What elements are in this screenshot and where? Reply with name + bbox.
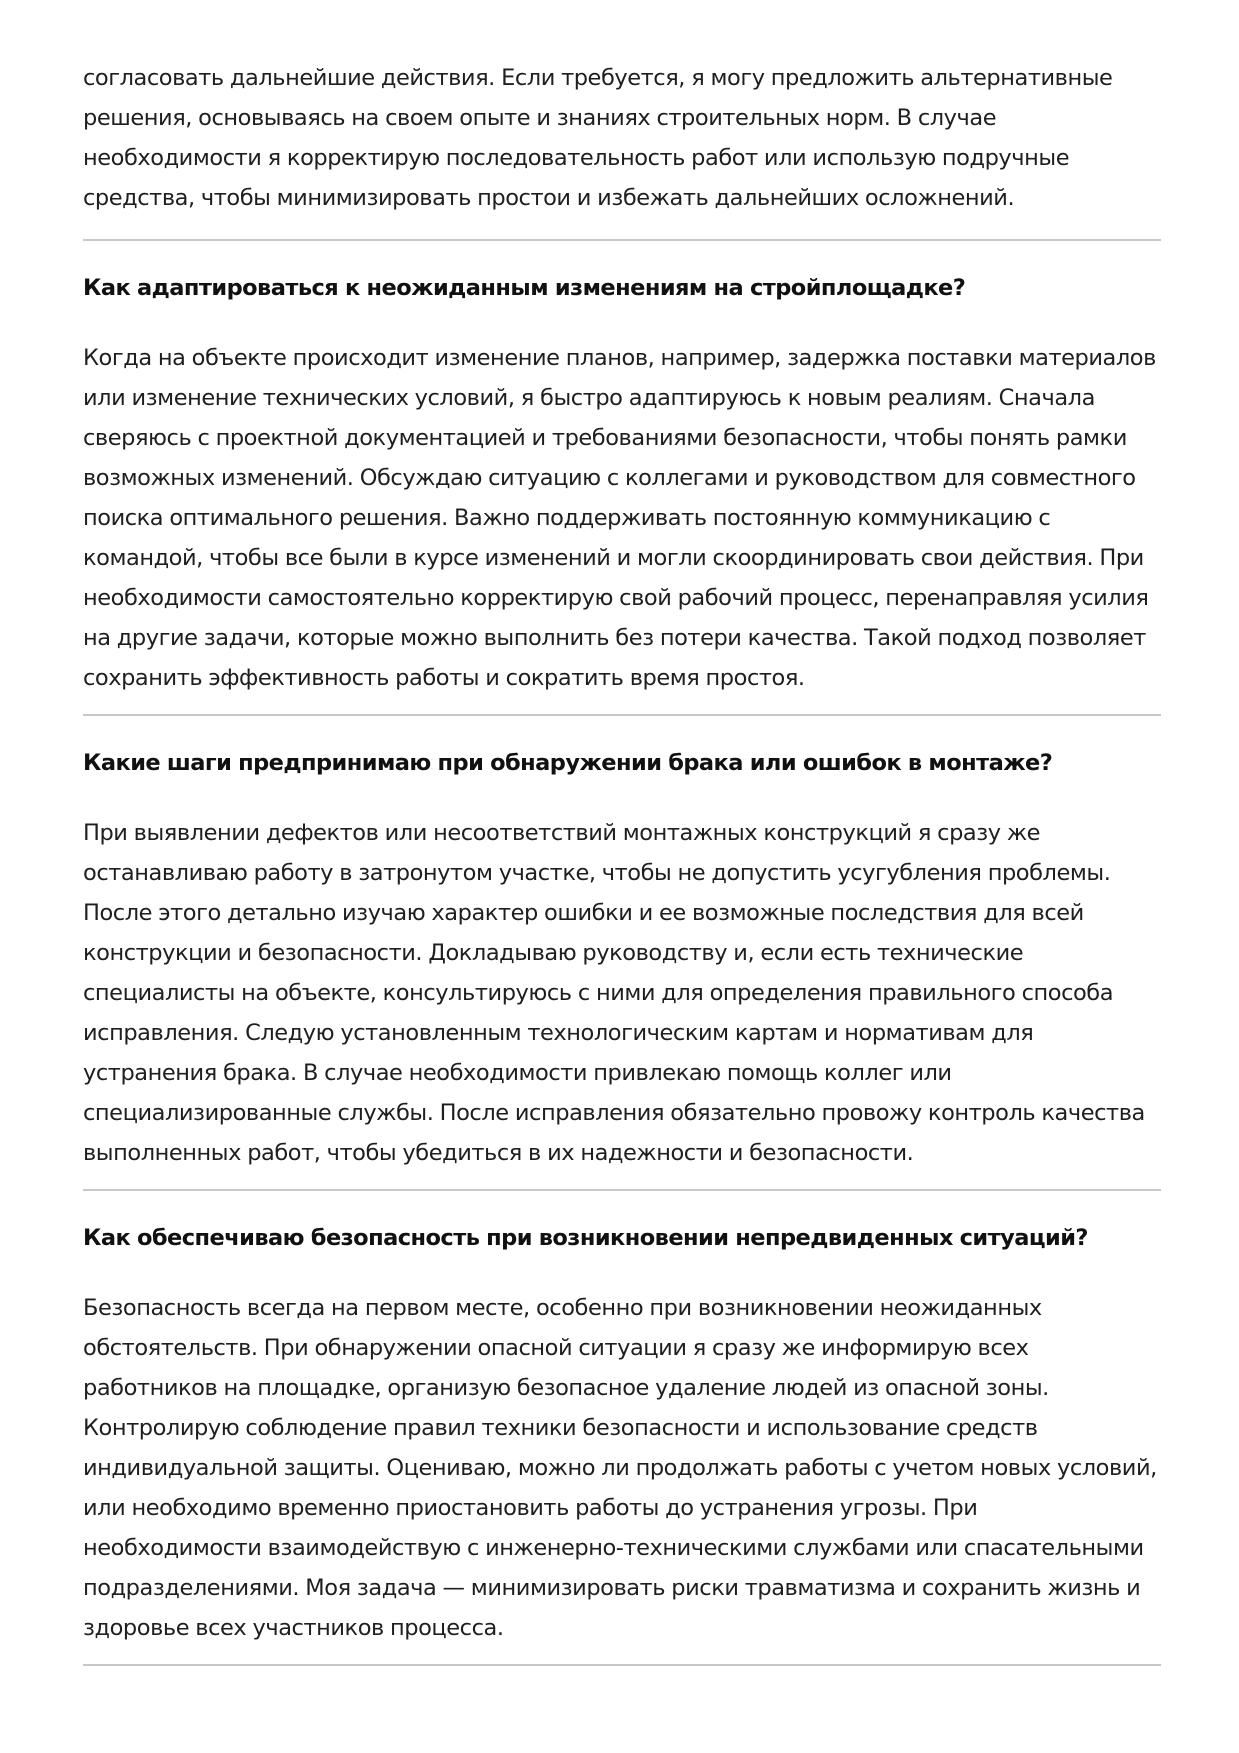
section-heading: Как обеспечиваю безопасность при возникновении непредвиденных ситуаций? bbox=[83, 1225, 1088, 1251]
intro-section bbox=[83, 58, 1161, 241]
intro-paragraph: согласовать дальнейшие действия. Если требуется, я могу предложить альтернативные решения, основываясь на своем опыте и знаниях строительных норм. В случае необходимости я корректирую последовательность работ или использую подручные средства, чтобы минимизировать простои и избежать дальнейших осложнений. bbox=[83, 65, 1113, 211]
section-paragraph: Безопасность всегда на первом месте, особенно при возникновении неожиданных обстоятельств. При обнаружении опасной ситуации я сразу же информирую всех работников на площадке, организую безопасное удаление людей из опасной зоны. Контролирую соблюдение правил техники безопасности и использование средств индивидуальной защиты. Оцениваю, можно ли продолжать работы с учетом новых условий, или необходимо временно приостановить работы до устранения угрозы. При необходимости взаимодействую с инженерно-техническими службами или спасательными подразделениями. Моя задача — минимизировать риски травматизма и сохранить жизнь и здоровье всех участников процесса. bbox=[83, 1295, 1157, 1641]
section-paragraph: При выявлении дефектов или несоответствий монтажных конструкций я сразу же останавливаю работу в затронутом участке, чтобы не допустить усугубления проблемы. После этого детально изучаю характер ошибки и ее возможные последствия для всей конструкции и безопасности. Докладываю руководству и, если есть технические специалисты на объекте, консультируюсь с ними для определения правильного способа исправления. Следую установленным технологическим картам и нормативам для устранения брака. В случае необходимости привлекаю помощь коллег или специализированные службы. После исправления обязательно провожу контроль качества выполненных работ, чтобы убедиться в их надежности и безопасности. bbox=[83, 820, 1145, 1166]
faq-section-safety bbox=[83, 1191, 1161, 1666]
faq-section-defects bbox=[83, 716, 1161, 1191]
section-divider bbox=[83, 1664, 1161, 1666]
section-heading: Какие шаги предпринимаю при обнаружении брака или ошибок в монтаже? bbox=[83, 750, 1053, 776]
section-heading: Как адаптироваться к неожиданным изменениям на стройплощадке? bbox=[83, 275, 966, 301]
document-page bbox=[83, 58, 1161, 1666]
faq-section-adaptation bbox=[83, 241, 1161, 716]
section-paragraph: Когда на объекте происходит изменение планов, например, задержка поставки материалов или изменение технических условий, я быстро адаптируюсь к новым реалиям. Сначала сверяюсь с проектной документацией и требованиями безопасности, чтобы понять рамки возможных изменений. Обсуждаю ситуацию с коллегами и руководством для совместного поиска оптимального решения. Важно поддерживать постоянную коммуникацию с командой, чтобы все были в курсе изменений и могли скоординировать свои действия. При необходимости самостоятельно корректирую свой рабочий процесс, перенаправляя усилия на другие задачи, которые можно выполнить без потери качества. Такой подход позволяет сохранить эффективность работы и сократить время простоя. bbox=[83, 345, 1156, 691]
